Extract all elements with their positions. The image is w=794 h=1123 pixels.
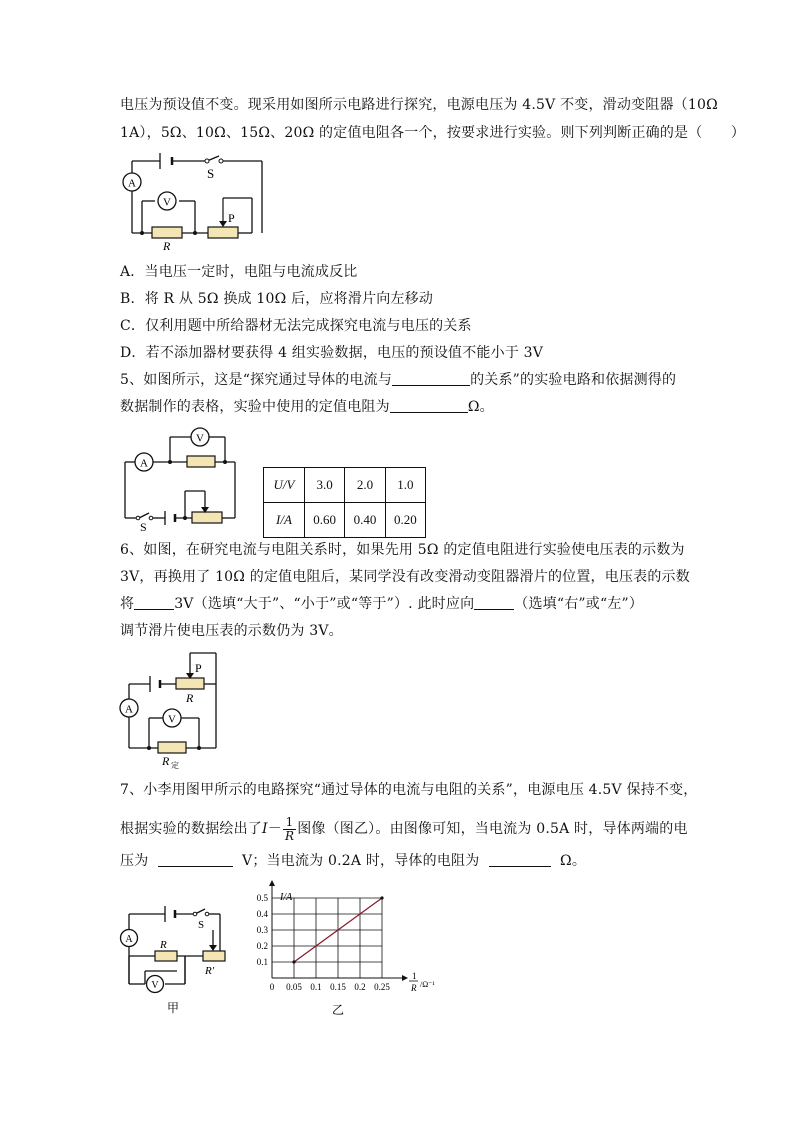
q6-line-3: 将 3V（选填“大于”、“小于”或“等于”）. 此时应向 （选填“右”或“左”） bbox=[120, 596, 644, 612]
option-c: C．仅利用题中所给器材无法完成探究电流与电压的关系 bbox=[120, 318, 472, 334]
switch-label: S bbox=[198, 919, 205, 931]
x-axis-label-num: 1 bbox=[412, 971, 417, 981]
voltmeter-label: V bbox=[151, 980, 159, 991]
figure-caption-jia: 甲 bbox=[167, 1001, 180, 1015]
q6-line-4: 调节滑片使电压表的示数仍为 3V。 bbox=[120, 623, 343, 639]
option-a: A．当电压一定时，电阻与电流成反比 bbox=[120, 264, 358, 280]
ammeter-label: A bbox=[125, 703, 133, 716]
y-axis-arrow-icon bbox=[269, 880, 275, 886]
intro-line-1: 电压为预设值不变。现采用如图所示电路进行探究，电源电压为 4.5V 不变，滑动变阻器（10Ω bbox=[120, 97, 718, 113]
data-point bbox=[292, 960, 295, 963]
ammeter-label: A bbox=[140, 457, 148, 470]
slider-label: P bbox=[195, 661, 202, 675]
x-axis-arrow-icon bbox=[402, 975, 408, 981]
q6-line-1: 6、如图，在研究电流与电阻关系时，如果先用 5Ω 的定值电阻进行实验使电压表的示数为 bbox=[120, 542, 685, 558]
table-row bbox=[264, 503, 426, 538]
data-point bbox=[380, 896, 383, 899]
q7-line-3: 压为 V；当电流为 0.2A 时，导体的电阻为 Ω。 bbox=[120, 853, 587, 869]
q7-line-1: 7、小李用图甲所示的电路探究“通过导体的电流与电阻的关系”，电源电压 4.5V 保持不变， bbox=[120, 782, 698, 798]
fixed-resistor-subscript: 定 bbox=[171, 761, 179, 770]
voltmeter-label: V bbox=[196, 432, 204, 445]
y-tick-label: 0.4 bbox=[256, 909, 268, 919]
table-cell: 2.0 bbox=[345, 468, 385, 503]
x-tick-label: 0.1 bbox=[310, 982, 322, 992]
answer-blank[interactable] bbox=[474, 595, 514, 610]
q5-line-1: 5、如图所示，这是“探究通过导体的电流与 的关系”的实验电路和依据测得的 bbox=[120, 372, 677, 388]
q5-data-table bbox=[263, 467, 426, 538]
y-axis-label: I/A bbox=[280, 892, 293, 903]
resistor-label: R bbox=[160, 939, 167, 951]
table-cell: 1.0 bbox=[385, 468, 425, 503]
rheostat bbox=[203, 951, 225, 961]
switch-label: S bbox=[140, 520, 147, 534]
row-label: I/A bbox=[264, 503, 305, 538]
q6-line-2: 3V，再换用了 10Ω 的定值电阻后，某同学没有改变滑动变阻器滑片的位置，电压表的示数 bbox=[120, 569, 690, 585]
slider-arrow-icon bbox=[209, 945, 217, 951]
intro-line-2: 1A），5Ω、10Ω、15Ω、20Ω 的定值电阻各一个，按要求进行实验。则下列判断正确的是（ ） bbox=[120, 125, 746, 141]
table-cell: 0.60 bbox=[305, 503, 345, 538]
table-cell: 0.20 bbox=[385, 503, 425, 538]
x-tick-label: 0.15 bbox=[330, 982, 346, 992]
fixed-resistor bbox=[155, 951, 177, 961]
rheostat bbox=[208, 227, 238, 238]
q5-line-2: 数据制作的表格，实验中使用的定值电阻为 Ω。 bbox=[120, 399, 494, 415]
row-label: U/V bbox=[264, 468, 305, 503]
x-axis-label-den: R bbox=[411, 983, 417, 993]
fixed-resistor bbox=[152, 227, 182, 238]
x-tick-label: 0.2 bbox=[354, 982, 366, 992]
option-d: D．若不添加器材要获得 4 组实验数据，电压的预设值不能小于 3V bbox=[120, 345, 544, 361]
figure-7-jia-circuit bbox=[115, 900, 235, 1020]
voltmeter-label: V bbox=[168, 713, 176, 726]
table-cell: 0.40 bbox=[345, 503, 385, 538]
x-tick-label: 0 bbox=[269, 982, 275, 992]
fixed-resistor-label: R bbox=[162, 754, 170, 768]
slider-label: P bbox=[228, 211, 235, 225]
y-tick-label: 0.1 bbox=[256, 957, 268, 967]
figure-5-circuit bbox=[115, 425, 245, 534]
y-tick-label: 0.3 bbox=[256, 925, 268, 935]
formula-fraction: $\frac{1}{R}$ bbox=[284, 814, 295, 843]
table-row bbox=[264, 468, 426, 503]
answer-blank[interactable] bbox=[158, 852, 233, 867]
x-axis-label-unit: /Ω⁻¹ bbox=[420, 980, 435, 989]
answer-blank[interactable] bbox=[390, 398, 468, 413]
x-tick-label: 0.05 bbox=[286, 982, 302, 992]
resistor-label: R bbox=[163, 239, 171, 253]
figure-1-circuit bbox=[115, 148, 275, 258]
answer-blank[interactable] bbox=[489, 852, 551, 867]
answer-blank[interactable] bbox=[392, 371, 470, 386]
table-cell: 3.0 bbox=[305, 468, 345, 503]
ammeter-label: A bbox=[128, 177, 136, 190]
x-tick-label: 0.25 bbox=[374, 982, 390, 992]
y-tick-label: 0.2 bbox=[256, 941, 268, 951]
switch-label: S bbox=[207, 166, 215, 181]
rheostat bbox=[176, 678, 204, 689]
slider-arrow-icon bbox=[219, 221, 227, 227]
rheostat-label: R′ bbox=[205, 965, 215, 977]
option-b: B．将 R 从 5Ω 换成 10Ω 后，应将滑片向左移动 bbox=[120, 291, 434, 307]
rheostat bbox=[192, 512, 222, 523]
figure-caption-yi: 乙 bbox=[332, 1003, 345, 1017]
answer-blank[interactable] bbox=[134, 595, 174, 610]
y-tick-label: 0.5 bbox=[256, 893, 268, 903]
q7-line-2: 根据实验的数据绘出了I－ $\frac{1}{R}$ 图像（图乙）。由图像可知，当电流为 0.5A 时，导体两端的电 bbox=[120, 814, 688, 843]
figure-7-yi-chart bbox=[250, 890, 450, 1020]
voltmeter-label: V bbox=[163, 196, 171, 209]
ammeter-label: A bbox=[125, 934, 133, 945]
fixed-resistor bbox=[158, 742, 186, 753]
rheostat-label: R bbox=[186, 691, 194, 705]
fixed-resistor bbox=[187, 456, 215, 467]
figure-6-circuit bbox=[115, 650, 225, 772]
